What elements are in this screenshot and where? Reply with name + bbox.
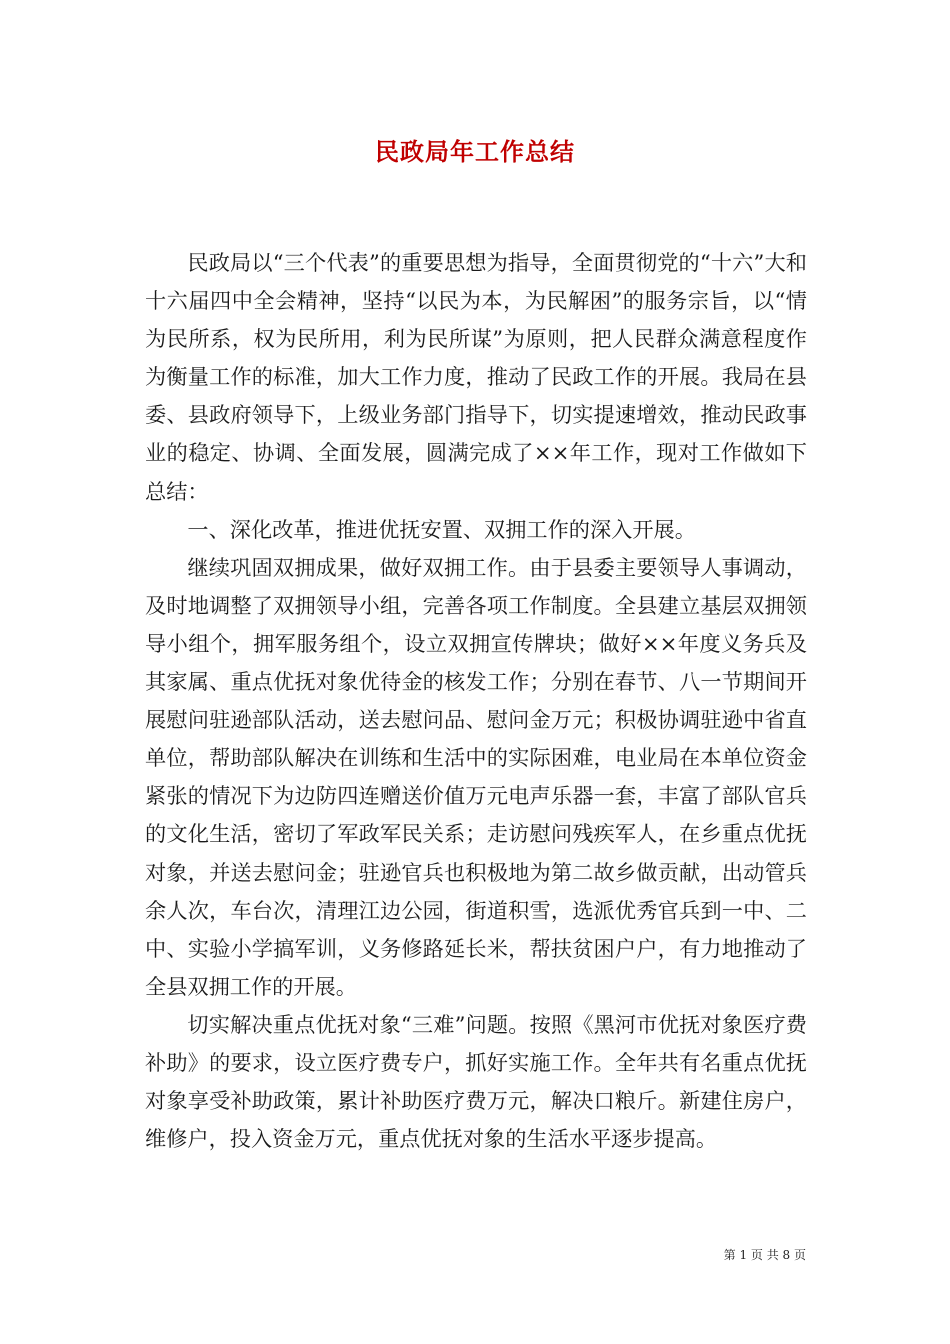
paragraph-three-difficulties: 切实解决重点优抚对象“三难”问题。按照《黑河市优抚对象医疗费补助》的要求，设立医疗费专户，抓好实施工作。全年共有名重点优抚对象享受补助政策，累计补助医疗费万元，解决口粮斤。新建住房户，维修户，投入资金万元，重点优抚对象的生活水平逐步提高。 [145, 1011, 807, 1152]
paragraph-intro: 民政局以“三个代表”的重要思想为指导，全面贯彻党的“十六”大和十六届四中全会精神，坚持“以民为本，为民解困”的服务宗旨，以“情为民所系，权为民所用，利为民所谋”为原则，把人民群众满意程度作为衡量工作的标准，加大工作力度，推动了民政工作的开展。我局在县委、县政府领导下，上级业务部门指导下，切实提速增效，推动民政事业的稳定、协调、全面发展，圆满完成了××年工作，现对工作做如下总结： [145, 250, 807, 504]
page-number: 第 1 页 共 8 页 [723, 1248, 806, 1262]
page-title: 民政局年工作总结 [375, 137, 575, 166]
paragraph-section-heading: 一、深化改革，推进优抚安置、双拥工作的深入开展。 [187, 516, 696, 542]
paragraph-double-support: 继续巩固双拥成果，做好双拥工作。由于县委主要领导人事调动，及时地调整了双拥领导小组，完善各项工作制度。全县建立基层双拥领导小组个，拥军服务组个，设立双拥宣传牌块；做好××年度义务兵及其家属、重点优抚对象优待金的核发工作；分别在春节、八一节期间开展慰问驻逊部队活动，送去慰问品、慰问金万元；积极协调驻逊中省直单位，帮助部队解决在训练和生活中的实际困难，电业局在本单位资金紧张的情况下为边防四连赠送价值万元电声乐器一套，丰富了部队官兵的文化生活，密切了军政军民关系；走访慰问残疾军人，在乡重点优抚对象，并送去慰问金；驻逊官兵也积极地为第二故乡做贡献，出动管兵余人次，车台次，清理江边公园，街道积雪，选派优秀官兵到一中、二中、实验小学搞军训，义务修路延长米，帮扶贫困户户，有力地推动了全县双拥工作的开展。 [145, 554, 807, 999]
document-body [145, 244, 807, 1158]
